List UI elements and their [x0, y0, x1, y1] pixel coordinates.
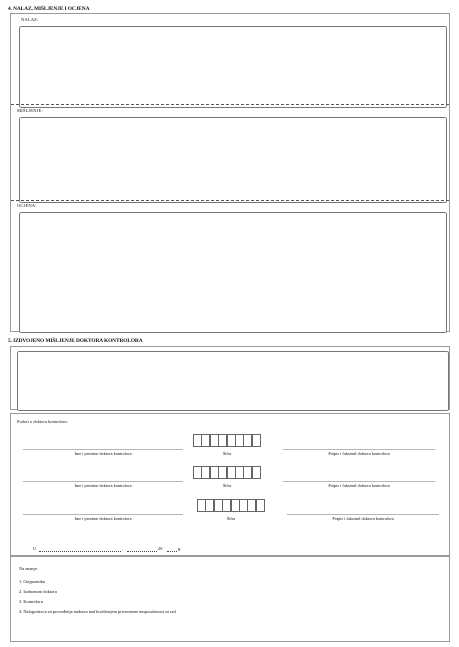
code-caption: Šifra: [222, 451, 232, 456]
signature-line[interactable]: [283, 449, 435, 450]
separate-opinion-box: [10, 346, 450, 410]
section-4-title: 4. NALAZ, MIŠLJENJE I OCJENA: [8, 6, 90, 12]
distribution-box: [10, 556, 450, 642]
signature-caption: Potpis i faksimil doktora kontrolora: [328, 451, 390, 456]
signature-line[interactable]: [283, 481, 435, 482]
code-cell[interactable]: [256, 499, 265, 512]
list-item: 2. Izabranom doktoru: [19, 589, 57, 594]
divider-line: [11, 200, 449, 201]
signature-caption: Potpis i faksimil doktora kontrolora: [332, 516, 394, 521]
name-caption: Ime i prezime doktora kontrolora: [74, 483, 132, 488]
section-5-title: 5. IZDVOJENO MIŠLJENJE DOKTORA KONTROLORA: [8, 338, 143, 344]
code-cells[interactable]: [193, 466, 260, 479]
signature-caption: Potpis i faksimil doktora kontrolora: [328, 483, 390, 488]
ocjena-field[interactable]: [19, 212, 447, 333]
place-prefix: U: [33, 546, 37, 551]
code-caption: Šifra: [222, 483, 232, 488]
list-item: 4. Nalogodavcu za provođenje nadzora nad korištenjem privremene nesposobnosti za rad: [19, 609, 176, 614]
separate-opinion-field[interactable]: [17, 351, 449, 411]
code-cells[interactable]: [193, 434, 260, 447]
findings-box: [10, 13, 450, 332]
name-caption: Ime i prezime doktora kontrolora: [74, 451, 132, 456]
year-prefix: 20: [158, 546, 163, 551]
comma: ,: [122, 546, 124, 551]
controller-heading: Podaci o doktoru kontroloru:: [17, 419, 68, 424]
ocjena-label: OCJENA:: [17, 203, 37, 208]
name-caption: Ime i prezime doktora kontrolora: [74, 516, 132, 521]
nalaz-label: NALAZ:: [21, 17, 39, 22]
date-field[interactable]: [127, 551, 157, 552]
place-field[interactable]: [39, 551, 121, 552]
list-item: 3. Kontroloru: [19, 599, 43, 604]
name-line[interactable]: [23, 514, 183, 515]
year-suffix: g.: [178, 546, 182, 551]
nalaz-field[interactable]: [19, 26, 447, 108]
controller-data-box: [10, 413, 450, 556]
divider-line: [11, 104, 449, 105]
code-cell[interactable]: [252, 466, 261, 479]
distribution-heading: Na znanje:: [19, 566, 38, 571]
misljenje-field[interactable]: [19, 117, 447, 203]
code-cell[interactable]: [252, 434, 261, 447]
list-item: 1. Osiguraniku: [19, 579, 46, 584]
year-field[interactable]: [167, 551, 177, 552]
name-line[interactable]: [23, 449, 183, 450]
code-cells[interactable]: [197, 499, 264, 512]
name-line[interactable]: [23, 481, 183, 482]
signature-line[interactable]: [287, 514, 439, 515]
misljenje-label: MIŠLJENJE:: [17, 108, 43, 113]
code-caption: Šifra: [226, 516, 236, 521]
